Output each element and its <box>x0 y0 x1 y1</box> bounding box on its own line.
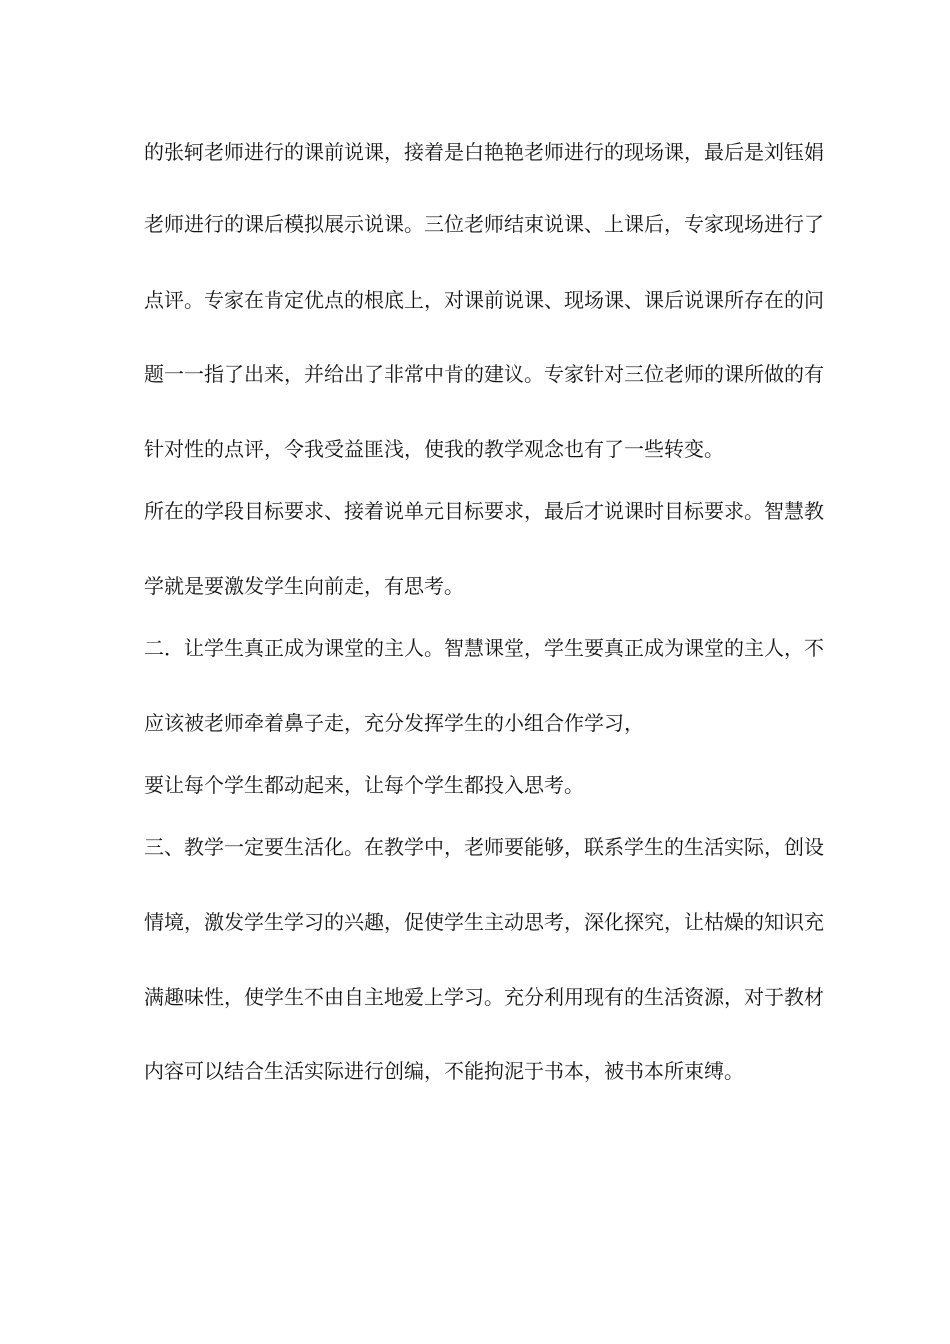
text-line-9: 应该被老师牵着鼻子走，充分发挥学生的小组合作学习， <box>144 711 644 735</box>
text-line-12: 情境，激发学生学习的兴趣，促使学生主动思考，深化探究，让枯燥的知识充 <box>144 910 824 934</box>
text-line-5: 针对性的点评，令我受益匪浅，使我的教学观念也有了一些转变。 <box>144 437 724 461</box>
text-line-8: 二．让学生真正成为课堂的主人。智慧课堂，学生要真正成为课堂的主人，不 <box>144 636 824 660</box>
text-line-14: 内容可以结合生活实际进行创编，不能拘泥于书本，被书本所束缚。 <box>144 1059 744 1083</box>
text-line-3: 点评。专家在肯定优点的根底上，对课前说课、现场课、课后说课所存在的问 <box>144 288 824 312</box>
text-line-2: 老师进行的课后模拟展示说课。三位老师结束说课、上课后，专家现场进行了 <box>144 212 824 236</box>
text-line-7: 学就是要激发学生向前走，有思考。 <box>144 574 464 598</box>
text-line-13: 满趣味性，使学生不由自主地爱上学习。充分利用现有的生活资源，对于教材 <box>144 985 824 1009</box>
text-line-1: 的张轲老师进行的课前说课，接着是白艳艳老师进行的现场课，最后是刘钰娟 <box>144 140 824 164</box>
text-line-10: 要让每个学生都动起来，让每个学生都投入思考。 <box>144 773 584 797</box>
text-line-6: 所在的学段目标要求、接着说单元目标要求，最后才说课时目标要求。智慧教 <box>144 499 824 523</box>
text-line-11: 三、教学一定要生活化。在教学中，老师要能够，联系学生的生活实际，创设 <box>144 835 824 859</box>
text-line-4: 题一一指了出来，并给出了非常中肯的建议。专家针对三位老师的课所做的有 <box>144 362 824 386</box>
